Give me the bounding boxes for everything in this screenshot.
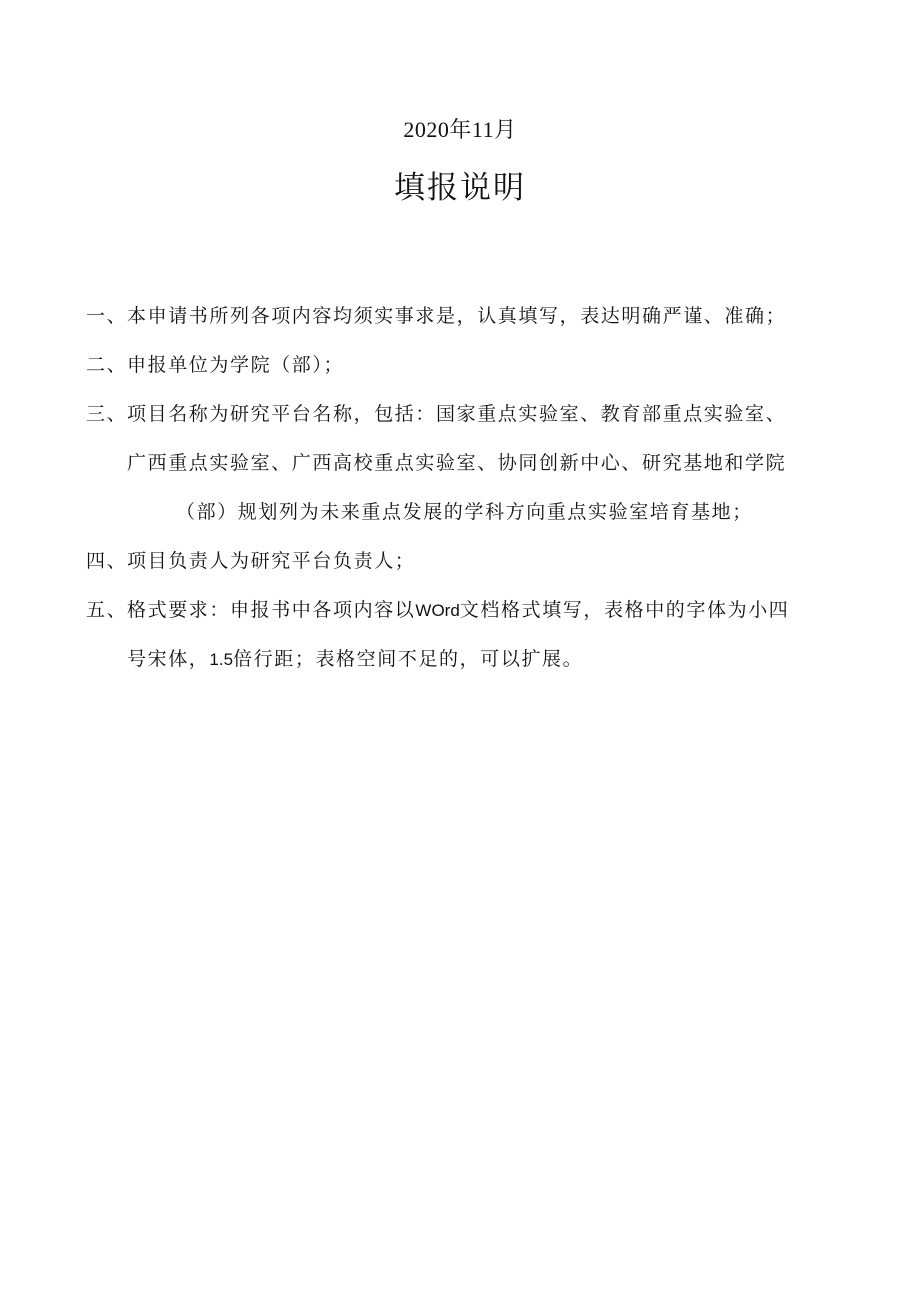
item-body xyxy=(127,341,846,390)
item-marker: 五、 xyxy=(86,599,128,621)
item-text-segment: 格式要求：申报书中各项内容以 xyxy=(127,599,416,621)
item-text-line: 项目负责人为研究平台负责人； xyxy=(127,550,416,572)
instructions-list xyxy=(86,292,846,684)
item-marker: 三、 xyxy=(86,403,128,425)
item-text-line: （部）规划列为未来重点发展的学科方向重点实验室培育基地； xyxy=(176,501,753,523)
instruction-item-4 xyxy=(86,537,846,586)
item-text-segment: 倍行距；表格空间不足的，可以扩展。 xyxy=(233,648,584,670)
item-body xyxy=(127,586,846,684)
instruction-item-1 xyxy=(86,292,846,341)
item-body xyxy=(127,390,846,537)
item-text-segment: 文档格式填写，表格中的字体为小四 xyxy=(459,599,790,621)
item-text-latin: 1.5 xyxy=(209,650,234,669)
item-text-line: 广西重点实验室、广西高校重点实验室、协同创新中心、研究基地和学院 xyxy=(127,452,787,474)
instruction-item-3 xyxy=(86,390,846,537)
item-text-line xyxy=(127,635,846,684)
item-text-line: 本申请书所列各项内容均须实事求是，认真填写，表达明确严谨、准确； xyxy=(127,305,787,327)
item-text-line: 申报单位为学院（部）； xyxy=(127,354,345,376)
item-marker: 四、 xyxy=(86,550,128,572)
item-text-latin: WOrd xyxy=(415,601,460,620)
item-text-line xyxy=(127,586,846,635)
item-text-line: 项目名称为研究平台名称，包括：国家重点实验室、教育部重点实验室、 xyxy=(127,403,787,425)
item-text-segment: 号宋体， xyxy=(127,648,210,670)
item-marker: 一、 xyxy=(86,305,128,327)
item-body xyxy=(127,292,846,341)
item-marker: 二、 xyxy=(86,354,128,376)
instruction-item-5 xyxy=(86,586,846,684)
instruction-item-2 xyxy=(86,341,846,390)
document-date: 2020年11月 xyxy=(403,117,517,142)
document-title: 填报说明 xyxy=(394,170,526,206)
item-body xyxy=(127,537,846,586)
